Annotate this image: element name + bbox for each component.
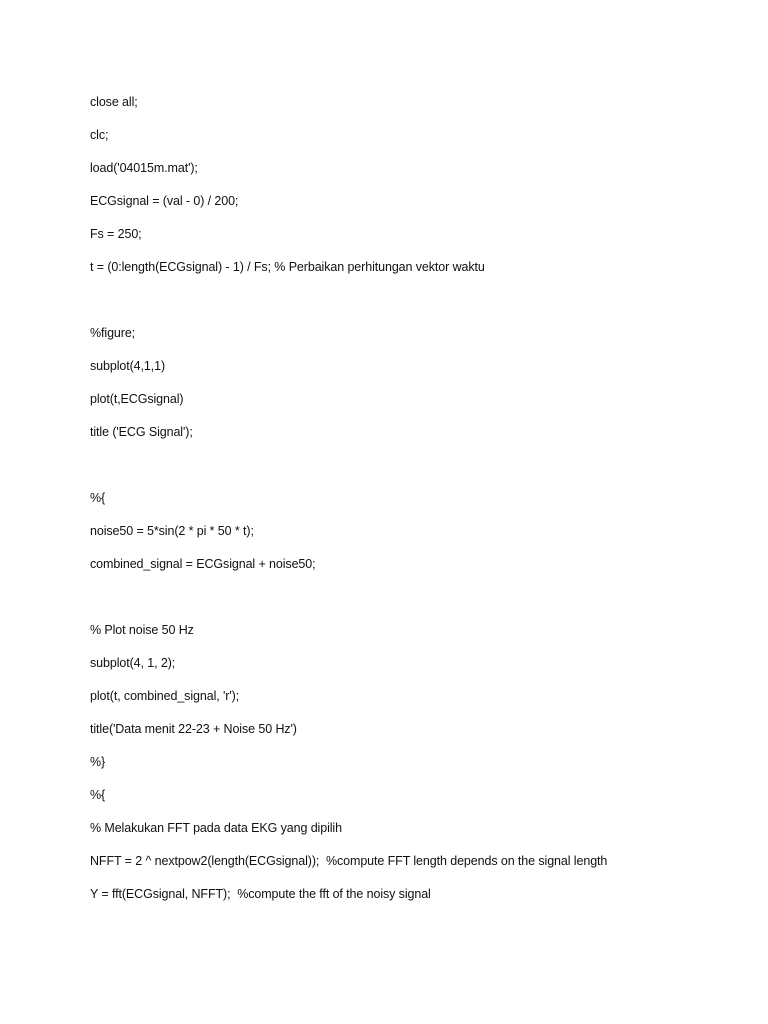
- code-line: noise50 = 5*sin(2 * pi * 50 * t);: [90, 524, 254, 538]
- code-line: plot(t, combined_signal, 'r');: [90, 689, 240, 703]
- code-line: close all;: [90, 95, 138, 109]
- code-line: title('Data menit 22-23 + Noise 50 Hz'): [90, 722, 297, 736]
- code-line: plot(t,ECGsignal): [90, 392, 184, 406]
- code-line: title ('ECG Signal');: [90, 425, 193, 439]
- code-line: t = (0:length(ECGsignal) - 1) / Fs; % Perbaikan perhitungan vektor waktu: [90, 260, 485, 274]
- code-line: subplot(4, 1, 2);: [90, 656, 176, 670]
- code-line: subplot(4,1,1): [90, 359, 166, 373]
- code-line: % Plot noise 50 Hz: [90, 623, 194, 637]
- code-line: % Melakukan FFT pada data EKG yang dipilih: [90, 821, 342, 835]
- code-line: Fs = 250;: [90, 227, 142, 241]
- code-line: %figure;: [90, 326, 136, 340]
- code-line: Y = fft(ECGsignal, NFFT); %compute the fft of the noisy signal: [90, 887, 431, 901]
- code-line: %{: [90, 491, 106, 505]
- code-line: %}: [90, 755, 106, 769]
- code-line: %{: [90, 788, 106, 802]
- code-line: clc;: [90, 128, 109, 142]
- code-line: NFFT = 2 ^ nextpow2(length(ECGsignal)); %compute FFT length depends on the signal length: [90, 854, 608, 868]
- code-line: load('04015m.mat');: [90, 161, 198, 175]
- code-line: ECGsignal = (val - 0) / 200;: [90, 194, 239, 208]
- code-line: combined_signal = ECGsignal + noise50;: [90, 557, 316, 571]
